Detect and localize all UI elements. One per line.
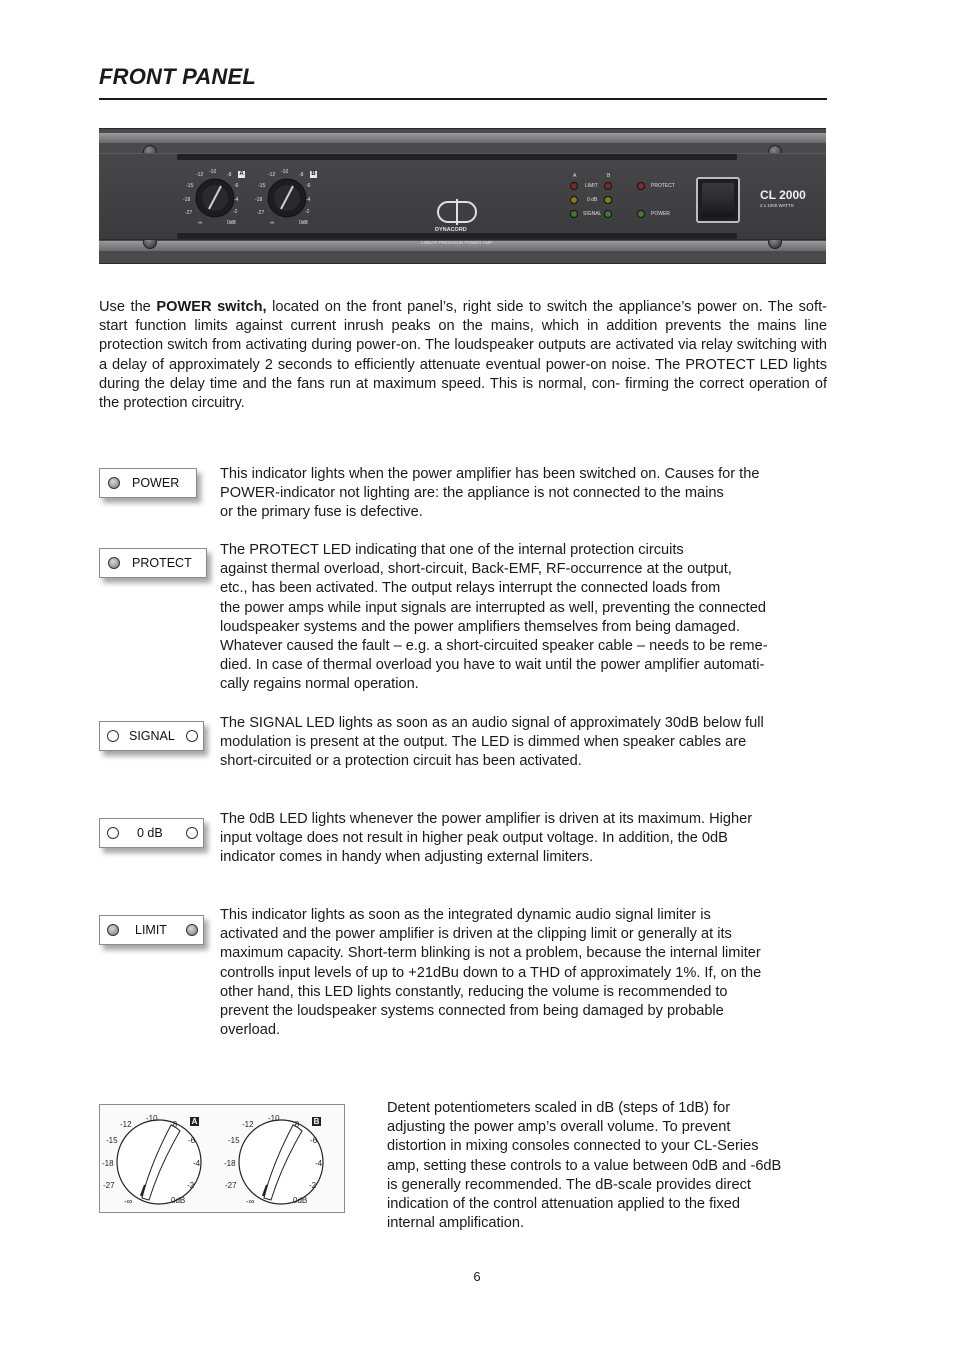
dynacord-logo-icon <box>437 201 477 223</box>
text-line: distortion in mixing consoles connected to your CL-Series <box>387 1138 759 1155</box>
pot-scale-label: -2 <box>187 1181 195 1190</box>
led-0db-b <box>604 196 612 204</box>
knob-scale-label: -4 <box>306 197 311 203</box>
text-line: amp, setting these controls to a value between 0dB and -6dB <box>387 1157 782 1174</box>
knob-scale-label: -10 <box>209 169 217 175</box>
text-line: etc., has been activated. The output relays interrupt the connected loads from <box>220 580 721 597</box>
pot-scale-label: -8 <box>170 1120 178 1129</box>
vent-slot <box>177 233 737 239</box>
title-rule <box>99 98 827 100</box>
led-icon <box>108 557 120 569</box>
led-protect <box>637 182 645 190</box>
knob-scale-label: -10 <box>281 169 289 175</box>
pot-scale-label: 0dB <box>293 1196 308 1205</box>
signal-description <box>220 714 820 772</box>
indicator-label-text: LIMIT <box>135 923 167 937</box>
knob-scale-label: -6 <box>234 183 239 189</box>
led-col-a: A <box>573 173 577 179</box>
text-line: The 0dB LED lights whenever the power amplifier is driven at its maximum. Higher <box>220 811 753 827</box>
brand-tagline: LINEAR PRECISION POWER AMP <box>421 240 493 245</box>
led-power-label: POWER <box>651 211 670 217</box>
led-0db-a <box>570 196 578 204</box>
knob-scale-label: -∞ <box>269 220 275 226</box>
pot-scale-label: -∞ <box>124 1197 133 1206</box>
led-power <box>637 210 645 218</box>
text-line: modulation is present at the output. The LED is dimmed when speaker cables are <box>220 734 747 751</box>
text-line: loudspeaker systems and the power amplifiers themselves from being damaged. <box>220 618 740 635</box>
knob-scale-label: -12 <box>268 172 276 178</box>
text-line: internal amplification. <box>387 1215 525 1232</box>
top-rail <box>99 133 826 143</box>
knob-scale-label: -15 <box>186 183 194 189</box>
knob-scale-label: -4 <box>234 197 239 203</box>
knob-scale-label: -18 <box>255 197 263 203</box>
led-protect-label: PROTECT <box>651 183 675 189</box>
limit-indicator-label <box>99 915 204 945</box>
knob-scale-label: -6 <box>306 183 311 189</box>
brand-name: DYNACORD <box>435 227 467 233</box>
knob-scale-label: 0dB <box>299 220 308 226</box>
knob-a <box>196 179 234 217</box>
text-line: input voltage does not result in higher peak output voltage. In addition, the 0dB <box>220 830 728 847</box>
led-signal-b <box>604 210 612 218</box>
knob-scale-label: -27 <box>185 210 193 216</box>
intro-post: located on the front panel’s, right side to switch the appliance’s power on. The soft-start function limits against current inrush peaks on the mains, which in addition prevents the mains line protection switch from activating during power-on. The loudspeaker outputs are activated via relay switching with a delay of approximately 2 seconds to efficiently attenuate eventual power-on noise. The PROTECT LED lights during the delay time and the fans run at maximum speed. This is normal, con- firming the correct operation of the protection circuitry. <box>99 299 828 412</box>
text-line: The SIGNAL LED lights as soon as an audio signal of approximately 30dB below full <box>220 715 764 731</box>
pot-channel-a-marker: A <box>191 1117 198 1126</box>
knob-scale-label: -8 <box>227 172 232 178</box>
pot-channel-b-marker: B <box>313 1117 320 1126</box>
pot-scale-label: 0dB <box>171 1196 186 1205</box>
knob-b <box>268 179 306 217</box>
text-line: adjusting the power amp’s overall volume. To prevent <box>387 1119 731 1136</box>
text-line: cally regains normal operation. <box>220 676 419 693</box>
pot-b <box>239 1120 323 1204</box>
pot-scale-label: -10 <box>146 1114 158 1123</box>
led-limit-label: LIMIT <box>585 183 598 189</box>
potentiometer-figure <box>99 1104 345 1213</box>
text-line: The PROTECT LED indicating that one of the internal protection circuits <box>220 542 684 558</box>
text-line: indication of the control attenuation applied to the fixed <box>387 1196 740 1213</box>
led-icon <box>186 827 198 839</box>
page-number: 6 <box>473 1269 481 1284</box>
vent-slot <box>177 154 737 160</box>
led-limit-a <box>570 182 578 190</box>
channel-a-marker: A <box>239 171 244 177</box>
text-line: is generally recommended. The dB-scale provides direct <box>387 1176 751 1193</box>
knob-scale-label: -15 <box>258 183 266 189</box>
pot-scale-label: -27 <box>225 1181 237 1190</box>
pot-scale-label: -10 <box>268 1114 280 1123</box>
limit-description <box>220 906 820 1040</box>
led-0db-label: 0 dB <box>587 197 598 203</box>
text-line: died. In case of thermal overload you have to wait until the power amplifier automati- <box>220 657 765 674</box>
indicator-label-text: 0 dB <box>137 826 163 840</box>
intro-bold: POWER switch, <box>156 299 267 315</box>
text-line: maximum capacity. Short-term blinking is not a problem, because the internal limiter <box>220 945 761 962</box>
pot-scale-label: -4 <box>193 1159 201 1168</box>
knob-scale-label: 0dB <box>227 220 236 226</box>
knob-scale-label: -2 <box>305 209 310 215</box>
pot-scale-label: -12 <box>242 1120 254 1129</box>
power-switch[interactable] <box>696 177 740 223</box>
pot-scale-label: -15 <box>228 1136 240 1145</box>
text-line: POWER-indicator not lighting are: the appliance is not connected to the mains <box>220 485 724 502</box>
led-icon <box>107 827 119 839</box>
text-line: This indicator lights as soon as the integrated dynamic audio signal limiter is <box>220 907 711 923</box>
knob-scale-label: -8 <box>299 172 304 178</box>
pot-scale-label: -2 <box>309 1181 317 1190</box>
text-line: controlls input levels of up to +21dBu down to a THD of approximately 1%. If, on the <box>220 964 762 981</box>
intro-paragraph <box>99 298 827 413</box>
pot-scale-label: -15 <box>106 1136 118 1145</box>
indicator-label-text: POWER <box>132 476 180 490</box>
pot-scale-label: -∞ <box>246 1197 255 1206</box>
text-line: This indicator lights when the power amplifier has been switched on. Causes for the <box>220 466 760 482</box>
led-icon <box>186 730 198 742</box>
text-line: short-circuited or a protection circuit has been activated. <box>220 753 582 770</box>
knob-scale-label: -2 <box>233 209 238 215</box>
text-line: against thermal overload, short-circuit, Back-EMF, RF-occurrence at the output, <box>220 561 732 578</box>
text-line: Whatever caused the fault – e.g. a short-circuited speaker cable – needs to be reme- <box>220 638 768 655</box>
led-col-b: B <box>607 173 611 179</box>
text-line: prevent the loudspeaker systems connected from being damaged by probable <box>220 1003 724 1020</box>
protect-indicator-label <box>99 548 207 578</box>
text-line: the power amps while input signals are interrupted as well, preventing the connected <box>220 599 766 616</box>
page-title: FRONT PANEL <box>99 64 257 89</box>
power-description <box>220 465 820 523</box>
amplifier-front-panel <box>99 128 826 264</box>
power-indicator-label <box>99 468 197 498</box>
channel-b-marker: B <box>311 171 316 177</box>
led-limit-b <box>604 182 612 190</box>
led-icon <box>107 924 119 936</box>
model-name: CL 2000 <box>760 188 806 202</box>
model-rating: 2 x 1000 WATTS <box>760 203 794 208</box>
led-signal-label: SIGNAL <box>583 211 602 217</box>
text-line: indicator comes in handy when adjusting external limiters. <box>220 849 594 866</box>
led-icon <box>186 924 198 936</box>
text-line: other hand, this LED lights constantly, reducing the volume is recommended to <box>220 983 728 1000</box>
pot-scale-label: -18 <box>102 1159 114 1168</box>
pot-scale-label: -6 <box>188 1136 196 1145</box>
text-line: overload. <box>220 1022 281 1039</box>
pots-description <box>387 1099 827 1233</box>
pot-scale-label: -8 <box>292 1120 300 1129</box>
text-line: Detent potentiometers scaled in dB (steps of 1dB) for <box>387 1100 731 1116</box>
pot-scale-label: -27 <box>103 1181 115 1190</box>
knob-scale-label: -18 <box>183 197 191 203</box>
text-line: or the primary fuse is defective. <box>220 504 423 521</box>
led-signal-a <box>570 210 578 218</box>
pot-scale-label: -18 <box>224 1159 236 1168</box>
indicator-label-text: PROTECT <box>132 556 192 570</box>
pot-scale-label: -12 <box>120 1120 132 1129</box>
zerodb-indicator-label <box>99 818 204 848</box>
signal-indicator-label <box>99 721 204 751</box>
indicator-label-text: SIGNAL <box>129 729 175 743</box>
led-icon <box>108 477 120 489</box>
led-icon <box>107 730 119 742</box>
knob-scale-label: -27 <box>257 210 265 216</box>
zerodb-description <box>220 810 820 868</box>
text-line: activated and the power amplifier is driven at the clipping limit or generally at its <box>220 926 732 943</box>
pot-scale-label: -4 <box>315 1159 323 1168</box>
pot-scale-label: -6 <box>310 1136 318 1145</box>
knob-scale-label: -12 <box>196 172 204 178</box>
knob-scale-label: -∞ <box>197 220 203 226</box>
potentiometer-knobs <box>100 1105 344 1212</box>
intro-pre: Use the <box>99 299 157 315</box>
pot-a <box>117 1120 201 1204</box>
protect-description <box>220 541 820 695</box>
panel-face <box>99 153 826 245</box>
